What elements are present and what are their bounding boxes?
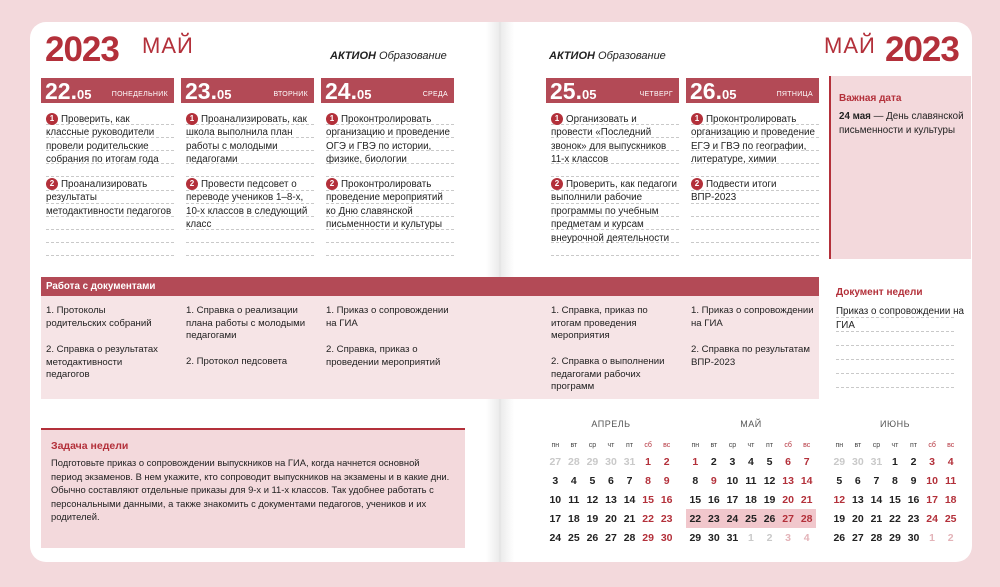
ruled-line xyxy=(46,229,174,230)
calendar-day: 31 xyxy=(726,531,739,544)
calendar-day: 10 xyxy=(926,474,938,487)
brand-logo: АКТИОН xyxy=(549,50,595,62)
ruled-line xyxy=(691,176,819,177)
calendar-day: 17 xyxy=(926,493,938,506)
task-text: Организовать и провести «Последний звонок» для выпускников 11-х классов xyxy=(551,114,667,166)
day-number: 23. xyxy=(185,78,217,104)
task-24-2 xyxy=(326,178,454,232)
calendar-day: 21 xyxy=(800,493,813,506)
task-24-1 xyxy=(326,113,454,167)
weekday-label: вс xyxy=(803,442,811,449)
important-date-day: 24 мая xyxy=(839,111,871,122)
task-25-2 xyxy=(551,178,679,245)
ruled-line xyxy=(691,216,819,217)
day-month: 05 xyxy=(721,87,737,102)
calendar-day: 18 xyxy=(745,493,757,506)
ruled-line xyxy=(46,255,174,256)
calendar-day: 23 xyxy=(907,512,920,525)
brand-text: Образование xyxy=(598,50,666,62)
calendar-day: 24 xyxy=(723,509,742,528)
calendar-day: 8 xyxy=(692,474,699,487)
calendar-day: 14 xyxy=(870,493,883,506)
ruled-line xyxy=(836,387,954,388)
doc-22-2: 2. Справка о результатах методактивности педагогов xyxy=(46,344,158,381)
weekday-label: вс xyxy=(947,442,955,449)
calendar-day: 1 xyxy=(748,531,754,544)
calendar-day: 6 xyxy=(608,474,614,487)
important-date-box xyxy=(829,76,971,259)
weekday-label: вт xyxy=(854,442,862,449)
calendar-grid xyxy=(830,439,960,547)
calendar-day: 27 xyxy=(549,455,562,468)
calendar-day: 29 xyxy=(689,531,702,544)
weekday-label: вт xyxy=(570,442,578,449)
calendar-day: 25 xyxy=(742,509,761,528)
calendar-day: 9 xyxy=(710,474,717,487)
task-week-title: Задача недели xyxy=(51,440,129,452)
calendar-day: 16 xyxy=(708,493,720,506)
day-number: 26. xyxy=(690,78,722,104)
day-header-22 xyxy=(41,78,174,103)
documents-header xyxy=(41,277,819,296)
right-month: МАЙ xyxy=(824,33,876,58)
calendar-day: 28 xyxy=(623,531,636,544)
day-number: 25. xyxy=(550,78,582,104)
calendar-day: 14 xyxy=(800,474,813,487)
task-text: Проконтролировать организацию и проведение ЕГЭ и ГВЭ по географии, литературе, химии xyxy=(691,114,815,166)
calendar-day: 30 xyxy=(907,531,920,544)
calendar-day: 22 xyxy=(889,512,901,525)
ruled-line xyxy=(691,242,819,243)
day-name: ПОНЕДЕЛЬНИК xyxy=(111,91,168,98)
calendar-day: 5 xyxy=(589,474,596,487)
day-number: 22. xyxy=(45,78,77,104)
calendar-day: 22 xyxy=(642,512,654,525)
day-header-23 xyxy=(181,78,314,103)
calendar-grid xyxy=(546,439,676,547)
weekday-label: сб xyxy=(784,442,792,449)
calendar-day: 29 xyxy=(889,531,901,544)
calendar-day: 19 xyxy=(833,512,846,525)
calendar-day: 13 xyxy=(852,493,864,506)
calendar-day: 2 xyxy=(947,531,954,544)
day-number: 24. xyxy=(325,78,357,104)
calendar-day: 8 xyxy=(892,474,898,487)
calendar-day: 7 xyxy=(873,474,880,487)
doc-26-2: 2. Справка по результатам ВПР-2023 xyxy=(691,344,810,368)
calendar-may xyxy=(686,419,816,547)
weekday-label: пн xyxy=(551,442,560,449)
calendar-day: 18 xyxy=(944,493,957,506)
ruled-line xyxy=(836,345,954,346)
calendar-day: 4 xyxy=(803,531,810,544)
task-23-2 xyxy=(186,178,314,232)
calendar-day: 21 xyxy=(870,512,883,525)
number-1-icon: 1 xyxy=(186,113,198,125)
calendar-day: 12 xyxy=(763,474,776,487)
calendar-day: 20 xyxy=(852,512,864,525)
calendar-day: 6 xyxy=(785,455,792,468)
task-week-text: Подготовьте приказ о сопровождении выпускников на ГИА, когда начнется основной период экзаменов. В нем укажите, кто сопроводит выпускников на экзамены и в какие дни. Обычно составляют отдельные приказы для 9-х и 11-х классов. Так удобнее работать с персональными данными, а также знакомить с документами педагогов, учеников и их родителей. xyxy=(51,457,450,523)
calendar-day: 20 xyxy=(782,493,794,506)
day-header-24 xyxy=(321,78,454,103)
weekday-label: пт xyxy=(910,442,918,449)
calendar-day: 23 xyxy=(705,509,724,528)
calendar-day: 4 xyxy=(947,455,954,468)
important-date-desc: — День славянской письменности и культуры xyxy=(839,111,964,136)
documents-title: Работа с документами xyxy=(46,281,156,292)
task-22-1 xyxy=(46,113,174,167)
calendar-june xyxy=(830,419,960,547)
calendar-day: 5 xyxy=(766,455,773,468)
weekday-label: вт xyxy=(710,442,718,449)
calendar-day: 31 xyxy=(623,455,636,468)
calendar-day: 28 xyxy=(797,509,816,528)
doc-22-1: 1. Протоколы родительских собраний xyxy=(46,305,152,329)
doc-25-2: 2. Справка о выполнении педагогами рабочих программ xyxy=(551,356,665,393)
number-1-icon: 1 xyxy=(551,113,563,125)
brand-text: Образование xyxy=(379,50,447,62)
calendar-day: 21 xyxy=(623,512,636,525)
important-date-title: Важная дата xyxy=(839,93,902,104)
calendar-day: 29 xyxy=(586,455,599,468)
calendar-day: 11 xyxy=(745,474,757,487)
day-header-26 xyxy=(686,78,819,103)
day-name: ЧЕТВЕРГ xyxy=(639,91,673,98)
calendar-day: 15 xyxy=(642,493,654,506)
calendar-day: 27 xyxy=(605,531,617,544)
weekday-label: ср xyxy=(588,442,597,449)
calendar-day: 2 xyxy=(766,531,773,544)
calendar-month-name: АПРЕЛЬ xyxy=(591,419,631,429)
ruled-line xyxy=(326,242,454,243)
task-text: Подвести итоги ВПР-2023 xyxy=(691,179,777,204)
calendar-day: 9 xyxy=(663,474,670,487)
calendar-day: 23 xyxy=(660,512,673,525)
calendar-day: 4 xyxy=(748,455,754,468)
calendar-day: 13 xyxy=(782,474,794,487)
weekday-label: вс xyxy=(663,442,671,449)
weekday-label: пн xyxy=(691,442,700,449)
calendar-day: 10 xyxy=(549,493,562,506)
number-1-icon: 1 xyxy=(46,113,58,125)
doc-24-2: 2. Справка, приказ о проведении мероприятий xyxy=(326,344,441,368)
calendar-day: 8 xyxy=(645,474,652,487)
doc-23-1: 1. Справка о реализации плана работы с молодыми педагогами xyxy=(186,305,306,342)
calendar-day: 12 xyxy=(586,493,599,506)
ruled-line xyxy=(186,242,314,243)
ruled-line xyxy=(186,255,314,256)
task-text: Проверить, как педагоги выполнили рабочие программы по учебным предметам и курсам внеурочной деятельности xyxy=(551,179,677,244)
ruled-line xyxy=(836,359,954,360)
left-year: 2023 xyxy=(45,30,119,69)
task-text: Проконтролировать проведение мероприятий ко Дню славянской письменности и культуры xyxy=(326,179,443,231)
doc-25-1: 1. Справка, приказ по итогам проведения мероприятия xyxy=(551,305,648,342)
calendar-day: 11 xyxy=(568,493,580,506)
calendar-day: 5 xyxy=(836,474,843,487)
calendar-day: 20 xyxy=(605,512,617,525)
ruled-line xyxy=(691,255,819,256)
task-23-1 xyxy=(186,113,314,167)
number-2-icon: 2 xyxy=(326,178,338,190)
ruled-line xyxy=(326,255,454,256)
calendar-day: 13 xyxy=(605,493,617,506)
ruled-line xyxy=(46,176,174,177)
calendar-day: 2 xyxy=(910,455,917,468)
day-month: 05 xyxy=(216,87,232,102)
task-25-1 xyxy=(551,113,679,167)
calendar-day: 16 xyxy=(907,493,920,506)
task-26-2 xyxy=(691,178,819,205)
task-text: Провести педсовет о переводе учеников 1–8-х, 10-х классов в следующий класс xyxy=(186,179,308,231)
calendar-day: 28 xyxy=(568,455,580,468)
task-26-1 xyxy=(691,113,819,167)
weekday-label: сб xyxy=(928,442,936,449)
doc-23-2: 2. Протокол педсовета xyxy=(186,356,288,367)
calendar-day: 30 xyxy=(708,531,720,544)
brand-logo: АКТИОН xyxy=(330,50,376,62)
task-text: Проанализировать результаты методактивности педагогов xyxy=(46,179,172,217)
ruled-line xyxy=(551,255,679,256)
day-month: 05 xyxy=(581,87,597,102)
calendar-day: 10 xyxy=(726,474,739,487)
calendar-day: 15 xyxy=(689,493,702,506)
calendar-day: 19 xyxy=(586,512,599,525)
calendar-day: 2 xyxy=(663,455,670,468)
calendar-month-name: ИЮНЬ xyxy=(880,419,910,429)
weekday-label: сб xyxy=(644,442,652,449)
day-name: ПЯТНИЦА xyxy=(776,91,813,98)
calendar-day: 24 xyxy=(549,531,562,544)
calendar-day: 1 xyxy=(892,455,898,468)
calendar-day: 22 xyxy=(686,509,705,528)
calendar-day: 1 xyxy=(929,531,936,544)
ruled-line xyxy=(46,242,174,243)
calendar-day: 27 xyxy=(779,509,798,528)
calendar-day: 17 xyxy=(726,493,739,506)
calendar-grid xyxy=(686,439,816,547)
calendar-day: 19 xyxy=(763,493,776,506)
number-2-icon: 2 xyxy=(46,178,58,190)
doc-26-1: 1. Приказ о сопровождении на ГИА xyxy=(691,305,814,329)
calendar-day: 3 xyxy=(729,455,736,468)
calendar-day: 7 xyxy=(626,474,633,487)
weekday-label: пт xyxy=(626,442,634,449)
calendar-day: 3 xyxy=(552,474,559,487)
calendar-day: 30 xyxy=(605,455,617,468)
weekday-label: ср xyxy=(728,442,737,449)
day-month: 05 xyxy=(356,87,372,102)
task-text: Проконтролировать организацию и проведение ОГЭ и ГВЭ по истории, физике, биологии xyxy=(326,114,450,166)
day-month: 05 xyxy=(76,87,92,102)
number-1-icon: 1 xyxy=(691,113,703,125)
left-month: МАЙ xyxy=(142,33,194,58)
number-1-icon: 1 xyxy=(326,113,338,125)
calendar-month-name: МАЙ xyxy=(740,419,762,429)
calendar-day: 12 xyxy=(833,493,846,506)
day-name: ВТОРНИК xyxy=(273,91,308,98)
calendar-day: 26 xyxy=(833,531,846,544)
ruled-line xyxy=(186,176,314,177)
calendar-day: 28 xyxy=(870,531,883,544)
calendar-day: 2 xyxy=(710,455,717,468)
ruled-line xyxy=(691,229,819,230)
calendar-day: 27 xyxy=(852,531,864,544)
calendar-day: 14 xyxy=(623,493,636,506)
ruled-line xyxy=(326,176,454,177)
calendar-day: 15 xyxy=(889,493,901,506)
number-2-icon: 2 xyxy=(691,178,703,190)
calendar-day: 25 xyxy=(944,512,957,525)
calendar-day: 16 xyxy=(660,493,673,506)
calendar-day: 29 xyxy=(833,455,846,468)
calendar-day: 6 xyxy=(854,474,861,487)
calendar-day: 31 xyxy=(870,455,883,468)
task-week-box xyxy=(41,428,465,548)
calendar-day: 1 xyxy=(645,455,652,468)
day-header-25 xyxy=(546,78,679,103)
calendar-day: 11 xyxy=(945,474,957,487)
calendar-day: 26 xyxy=(760,509,779,528)
weekday-label: чт xyxy=(607,442,615,449)
task-text: Проанализировать, как школа выполнила план работы с молодыми педагогами xyxy=(186,114,307,166)
calendar-day: 4 xyxy=(570,474,577,487)
task-text: Проверить, как классные руководители провели родительские собрания по итогам года xyxy=(46,114,159,166)
calendar-day: 29 xyxy=(642,531,654,544)
right-year: 2023 xyxy=(885,30,959,69)
calendar-day: 3 xyxy=(785,531,792,544)
calendar-day: 26 xyxy=(586,531,599,544)
calendar-day: 3 xyxy=(929,455,936,468)
calendar-day: 7 xyxy=(803,455,810,468)
weekday-label: пт xyxy=(766,442,774,449)
calendar-day: 24 xyxy=(926,512,938,525)
ruled-line xyxy=(551,176,679,177)
number-2-icon: 2 xyxy=(551,178,563,190)
task-22-2 xyxy=(46,178,174,218)
calendar-day: 9 xyxy=(910,474,917,487)
calendar-day: 30 xyxy=(852,455,864,468)
weekday-label: ср xyxy=(872,442,881,449)
weekday-label: пн xyxy=(835,442,844,449)
calendar-april xyxy=(546,419,676,547)
document-week-text: Приказ о сопровождении на ГИА xyxy=(836,306,964,331)
calendar-day: 25 xyxy=(568,531,580,544)
day-name: СРЕДА xyxy=(422,91,448,98)
doc-24-1: 1. Приказ о сопровождении на ГИА xyxy=(326,305,449,329)
calendar-day: 17 xyxy=(549,512,562,525)
important-date-text xyxy=(839,110,967,137)
calendar-day: 18 xyxy=(568,512,580,525)
weekday-label: чт xyxy=(891,442,899,449)
ruled-line xyxy=(836,373,954,374)
weekday-label: чт xyxy=(747,442,755,449)
right-brand xyxy=(549,50,666,62)
left-brand xyxy=(330,50,447,62)
calendar-day: 30 xyxy=(660,531,673,544)
number-2-icon: 2 xyxy=(186,178,198,190)
document-week-title: Документ недели xyxy=(836,287,923,298)
calendar-day: 1 xyxy=(692,455,699,468)
